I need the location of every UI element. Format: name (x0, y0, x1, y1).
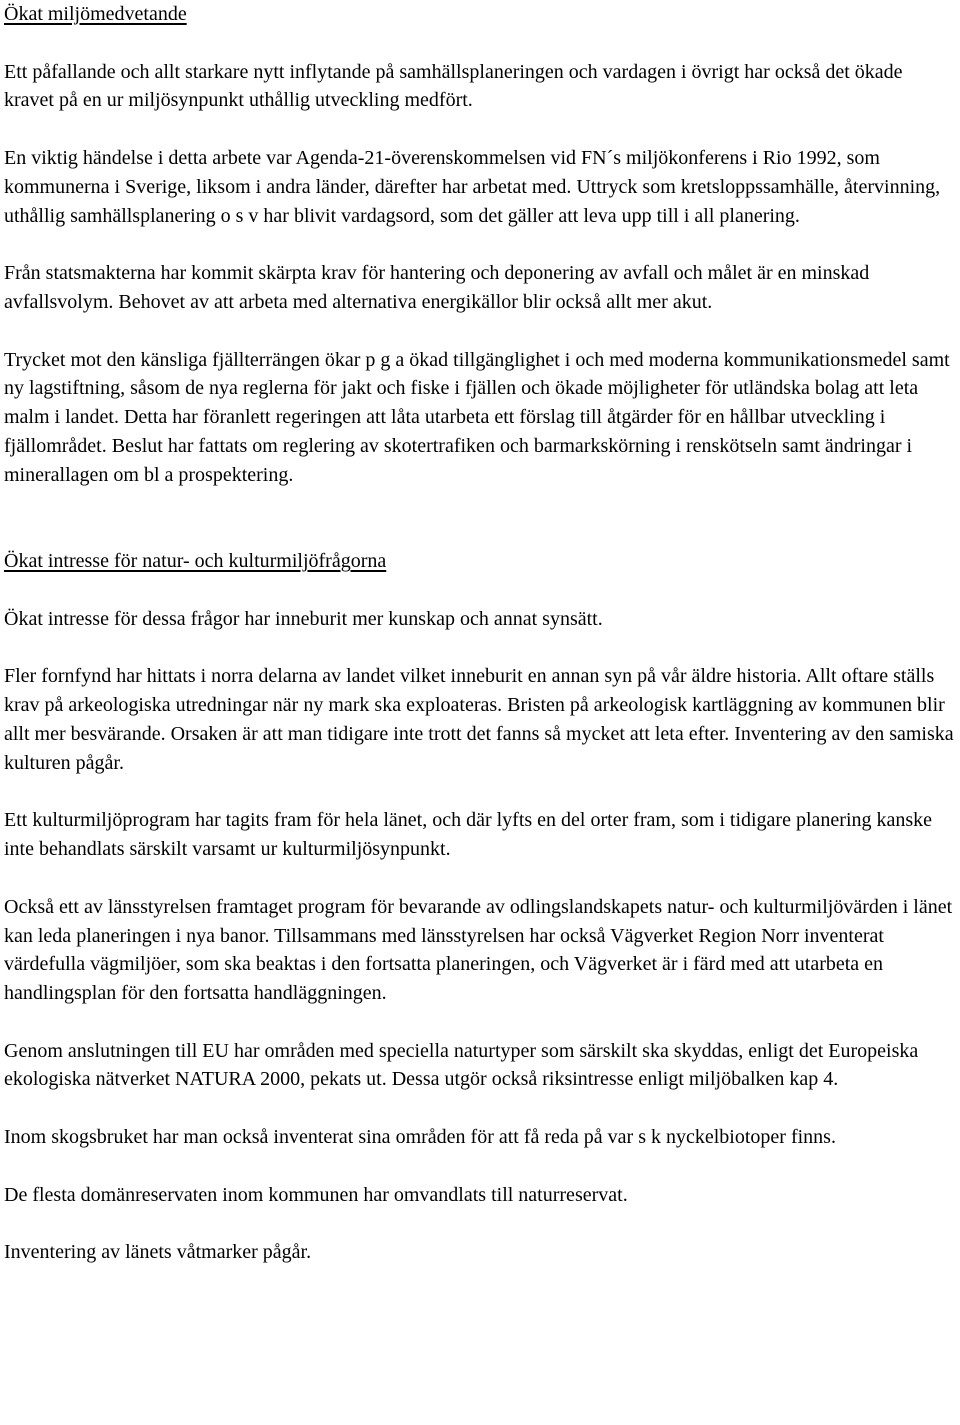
section-spacer (4, 490, 956, 548)
spacer (4, 29, 956, 58)
paragraph: En viktig händelse i detta arbete var Agenda-21-överenskommelsen vid FN´s miljökonferens i Rio 1992, som kommunerna i Sverige, liksom i andra länder, därefter har arbetat med. Uttryck som kretsloppssamhälle, återvinning, uthållig samhällsplanering o s v har blivit vardagsord, som det gäller att leva upp till i all planering. (4, 146, 941, 227)
paragraph: Ett påfallande och allt starkare nytt inflytande på samhällsplaneringen och vardagen i övrigt har också det ökade kravet på en ur miljösynpunkt uthållig utveckling medfört. (4, 60, 903, 112)
document-page (4, 0, 956, 1267)
paragraph: Inom skogsbruket har man också inventerat sina områden för att få reda på var s k nyckelbiotoper finns. (4, 1126, 836, 1149)
spacer (4, 1008, 956, 1037)
paragraph: Ett kulturmiljöprogram har tagits fram för hela länet, och där lyfts en del orter fram, som i tidigare planering kanske inte behandlats särskilt varsamt ur kulturmiljösynpunkt. (4, 809, 933, 861)
spacer (4, 1152, 956, 1181)
paragraph: Från statsmakterna har kommit skärpta krav för hantering och deponering av avfall och målet är en minskad avfallsvolym. Behovet av att arbeta med alternativa energikällor blir också allt mer akut. (4, 262, 870, 313)
spacer (4, 115, 956, 144)
spacer (4, 317, 956, 346)
spacer (4, 778, 956, 807)
paragraph: Också ett av länsstyrelsen framtaget program för bevarande av odlingslandskapets natur- och kulturmiljövärden i länet kan leda planeringen i nya banor. Tillsammans med länsstyrelsen har också Vägverket Region Norr inventerat värdefulla vägmiljöer, som ska beaktas i den fortsatta planeringen, och Vägverket är i färd med att utarbeta en handlingsplan för den fortsatta handläggningen. (4, 895, 953, 1005)
paragraph: Ökat intresse för dessa frågor har inneburit mer kunskap och annat synsätt. (4, 607, 603, 630)
section-heading-environmental-awareness: Ökat miljömedvetande (4, 3, 187, 25)
spacer (4, 1094, 956, 1123)
paragraph: De flesta domänreservaten inom kommunen har omvandlats till naturreservat. (4, 1183, 628, 1206)
spacer (4, 576, 956, 605)
spacer (4, 864, 956, 893)
paragraph: Fler fornfynd har hittats i norra delarna av landet vilket inneburit en annan syn på vår äldre historia. Allt oftare ställs krav på arkeologiska utredningar när ny mark ska exploateras. Bristen på arkeologisk kartläggning av kommunen blir allt mer besvärande. Orsaken är att man tidigare inte trott det fanns så mycket att leta efter. Inventering av den samiska kulturen pågår. (4, 665, 954, 774)
section-heading-nature-culture-interest: Ökat intresse för natur- och kulturmiljöfrågorna (4, 550, 387, 573)
paragraph: Trycket mot den känsliga fjällterrängen ökar p g a ökad tillgänglighet i och med moderna kommunikationsmedel samt ny lagstiftning, såsom de nya reglerna för jakt och fiske i fjällen och ökade möjligheter för utländska bolag att leta malm i landet. Detta har föranlett regeringen att låta utarbeta ett förslag till åtgärder för en hållbar utveckling i fjällområdet. Beslut har fattats om reglering av skotertrafiken och barmarkskörning i renskötseln samt ändringar i minerallagen om bl a prospektering. (4, 348, 950, 486)
paragraph: Inventering av länets våtmarker pågår. (4, 1241, 312, 1264)
spacer (4, 230, 956, 259)
spacer (4, 1209, 956, 1238)
spacer (4, 634, 956, 663)
paragraph: Genom anslutningen till EU har områden med speciella naturtyper som särskilt ska skyddas, enligt det Europeiska ekologiska nätverket NATURA 2000, pekats ut. Dessa utgör också riksintresse enligt miljöbalken kap 4. (4, 1039, 919, 1091)
